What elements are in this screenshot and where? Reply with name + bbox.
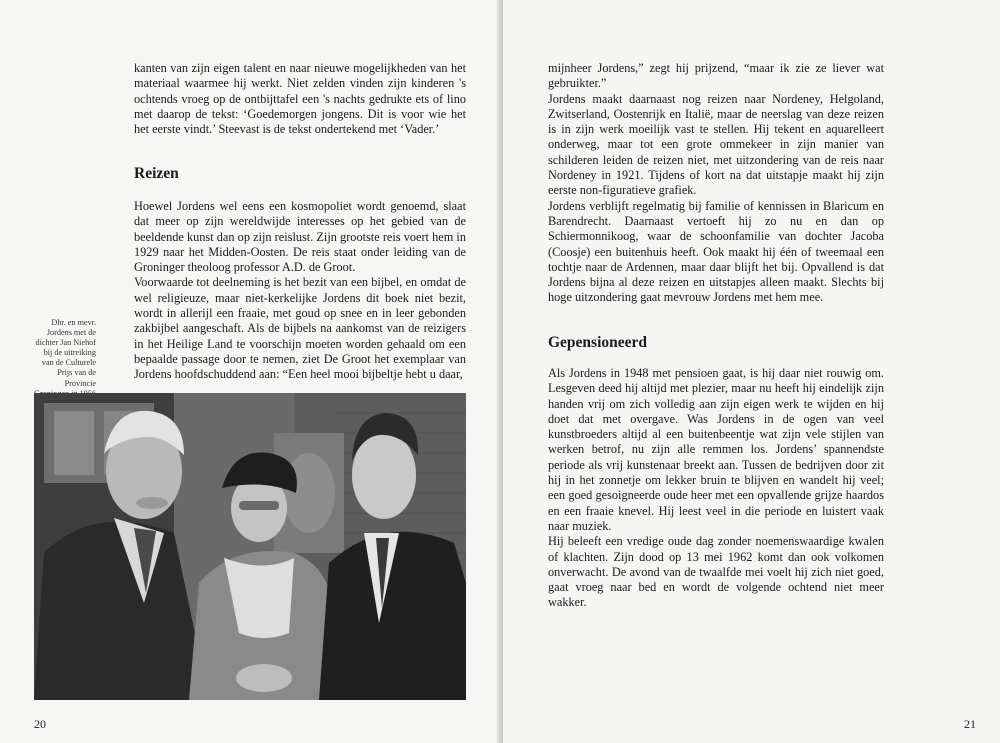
right-paragraph-3: Jordens verblijft regelmatig bij familie of kennissen in Blaricum en Barendrecht. Daarnaast vertoeft hij zo nu en dan op Schiermonnikoog, waar de schoonfamilie van dochter Jacoba (Coosje) een buitenhuis heeft. Ook maakt hij één of tweemaal een tochtje naar de Ardennen, maar daar blijft het bij. Opvallend is dat Jordens bijna al deze reizen en uitstapjes alleen maakt. Slechts bij hoge uitzondering gaat mevrouw Jordens met hem mee. [548, 198, 884, 305]
right-paragraph-1: mijnheer Jordens,” zegt hij prijzend, “maar ik zie ze liever wat gebruikter.” [548, 61, 884, 91]
photo-caption: Dhr. en mevr. Jordens met de dichter Jan Niehof bij de uitreiking van de Culturele Prijs van de Provincie [35, 318, 96, 388]
right-text-top [548, 61, 884, 306]
page-number-right: 21 [964, 717, 976, 731]
reizen-paragraph-1: Hoewel Jordens wel eens een kosmopoliet wordt genoemd, slaat dat meer op zijn wereldwijde interesses op het gebied van de beeldende kunst dan op zijn reislust. Zijn grootste reis voert hem in 1929 naar het Midden-Oosten. De reis staat onder leiding van de Groninger theoloog professor A.D. de Groot. [134, 199, 466, 275]
photo-jordens-niehof [34, 393, 466, 700]
intro-paragraph: kanten van zijn eigen talent en naar nieuwe mogelijkheden van het materiaal waarmee hij werkt. Niet zelden vinden zijn kinderen 's ochtends vroeg op de ontbijttafel een 's nachts gedrukte ets of lino met daarop de tekst: ‘Goedemorgen jongens. Dit is voor wie het het eerste vindt.’ Steevast is de tekst ondertekend met ‘Vader.’ [134, 61, 466, 137]
right-paragraph-2: Jordens maakt daarnaast nog reizen naar Nordeney, Helgoland, Zwitserland, Oostenrijk en Italië, maar de neerslag van deze reizen is in zijn werk moeilijk vast te stellen. Hij tekent en aquarelleert onderweg, maar tot een grote ommekeer in zijn manier van schilderen leiden de reizen niet, met uitzondering van de reis naar Nordeney in 1921. Tijdens of kort na dat uitstapje maakt hij zijn eerste non-figuratieve grafiek. [548, 91, 884, 198]
reizen-text [134, 199, 466, 383]
right-paragraph-5: Hij beleeft een vredige oude dag zonder noemenswaardige kwalen of klachten. Zijn dood op 13 mei 1962 komt dan ook volkomen onverwacht. De avond van de twaalfde mei voelt hij zich niet goed, gaat vroeg naar bed en wordt de volgende ochtend niet meer wakker. [548, 534, 884, 610]
reizen-paragraph-2: Voorwaarde tot deelneming is het bezit van een bijbel, en omdat de wel religieuze, maar niet-kerkelijke Jordens dit boek niet bezit, wordt in allerijl een fraaie, met goud op snee en in leer gebonden zakbijbel aangeschaft. Als de bijbels na aankomst van de reizigers in het Heilige Land te voorschijn moeten worden gehaald om een bepaalde passage door te nemen, ziet De Groot het exemplaar van Jordens hoofdschuddend aan: “Een heel mooi bijbeltje hebt u daar, [134, 275, 466, 382]
section-heading-gepensioneerd: Gepensioneerd [548, 334, 648, 351]
right-text-bottom [548, 366, 884, 611]
section-heading-reizen: Reizen [134, 165, 179, 182]
right-page [503, 0, 1000, 743]
page-number-left: 20 [34, 717, 46, 731]
right-paragraph-4: Als Jordens in 1948 met pensioen gaat, is hij daar niet rouwig om. Lesgeven deed hij altijd met plezier, maar nu heeft hij eindelijk zijn handen vrij om zich volledig aan zijn eigen werk te wijden en hij doet dat met overgave. Was Jordens in de ogen van veel kunstbroeders altijd al een buitenbeentje wat zijn vele stijlen van werken betrof, nu zijn alle remmen los. Jordens’ spannendste periode als vrij kunstenaar breekt aan. Tussen de bedrijven door zit hij in het zonnetje om lekker bruin te blijven en wandelt hij veel; een goed gesoigneerde oude heer met een opvallende grijze haardos en een fraaie knevel. Hij leest veel in die periode en luistert vaak naar muziek. [548, 366, 884, 533]
